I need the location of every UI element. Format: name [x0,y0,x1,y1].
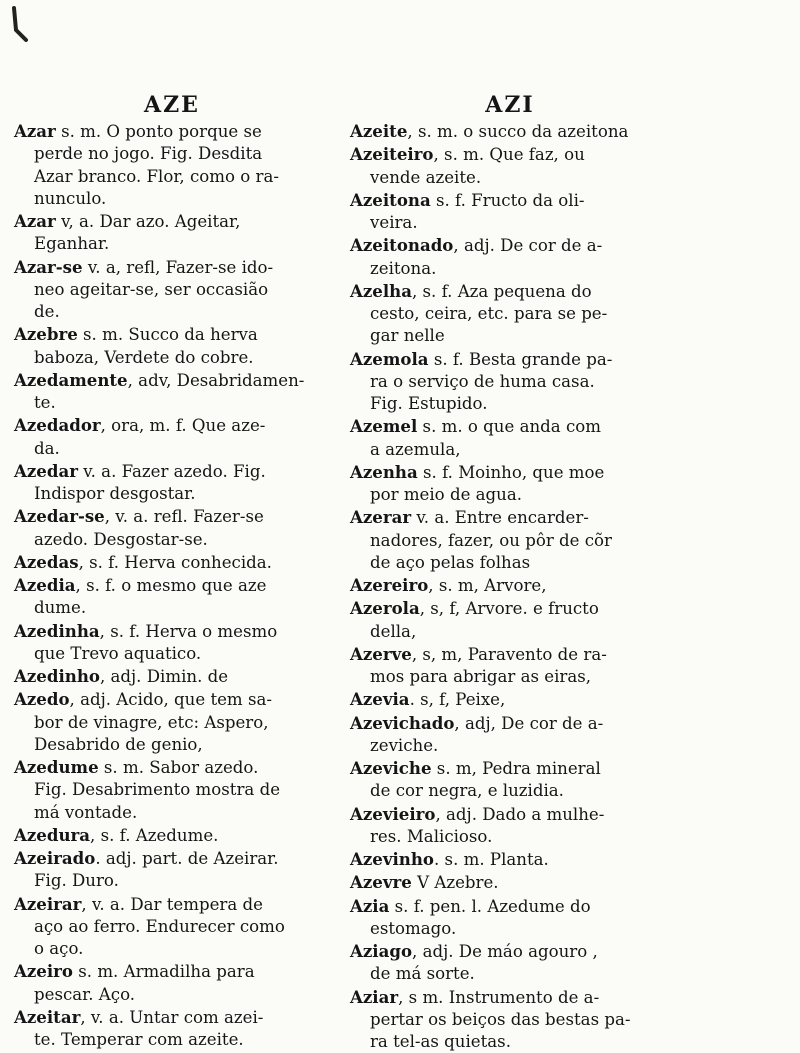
right-column [350,92,670,1053]
dictionary-entry [350,143,670,189]
entry-line: v. a. Entre encarder- [411,508,589,527]
entry-headword: Azedamente [14,370,128,390]
entry-line: , s. f. Azedume. [90,826,218,845]
left-entries [14,120,330,1051]
right-entries [350,120,670,1053]
entry-line: que Trevo aquatico. [34,644,201,663]
entry-headword: Azedar-se [14,506,105,526]
dictionary-entry [14,847,330,893]
entry-line: Fig. Estupido. [370,394,488,413]
entry-headword: Azeirado [14,848,95,868]
dictionary-entry [350,189,670,235]
entry-headword: Azedura [14,825,90,845]
dictionary-entry [14,574,330,620]
entry-line: v, a. Dar azo. Ageitar, [56,212,241,231]
entry-headword: Azerola [350,598,420,618]
corner-ink-mark [8,4,30,44]
dictionary-entry [350,120,670,143]
entry-headword: Azeitona [350,190,431,210]
entry-headword: Azevia [350,689,410,709]
dictionary-entry [14,256,330,324]
entry-line: s. f. pen. l. Azedume do [389,897,590,916]
dictionary-entry [350,848,670,871]
dictionary-entry [14,323,330,369]
dictionary-entry [14,665,330,688]
entry-line: s. f. Moinho, que moe [418,463,605,482]
left-column [14,92,330,1051]
entry-line: . s, f, Peixe, [410,690,506,709]
entry-line: neo ageitar-se, ser occasião [34,280,268,299]
entry-line: veira. [370,213,418,232]
entry-headword: Azevichado [350,713,454,733]
entry-line: , adj. Dimin. de [100,667,228,686]
dictionary-entry [350,895,670,941]
entry-headword: Azelha [350,281,412,301]
entry-headword: Azeite [350,121,407,141]
entry-line: , adj. De cor de a- [453,236,602,255]
entry-headword: Azerve [350,644,412,664]
dictionary-entry [14,824,330,847]
dictionary-entry [350,574,670,597]
entry-headword: Azeiteiro [350,144,434,164]
entry-headword: Azedume [14,757,99,777]
dictionary-entry [14,210,330,256]
entry-line: te. [34,393,56,412]
entry-headword: Aziar [350,987,398,1007]
entry-line: s. m, Pedra mineral [432,759,601,778]
entry-line: , s. m, Arvore, [428,576,546,595]
entry-line: vende azeite. [370,168,481,187]
entry-line: de. [34,302,60,321]
dictionary-entry [14,120,330,210]
entry-line: s. m. Succo da herva [78,325,258,344]
entry-line: bor de vinagre, etc: Aspero, [34,713,269,732]
entry-line: te. Temperar com azeite. [34,1030,244,1049]
dictionary-entry [14,460,330,506]
entry-line: . s. m. Planta. [434,850,549,869]
dictionary-entry [14,893,330,961]
entry-line: ra o serviço de huma casa. [370,372,595,391]
dictionary-entry [14,756,330,824]
dictionary-entry [350,688,670,711]
entry-line: aço ao ferro. Endurecer como [34,917,285,936]
entry-headword: Azedia [14,575,76,595]
entry-line: della, [370,622,416,641]
entry-headword: Azia [350,896,389,916]
entry-headword: Azebre [14,324,78,344]
dictionary-entry [14,688,330,756]
dictionary-entry [350,415,670,461]
entry-headword: Azar [14,121,56,141]
entry-headword: Aziago [350,941,412,961]
entry-line: de má sorte. [370,964,475,983]
entry-line: má vontade. [34,803,137,822]
entry-line: nadores, fazer, ou pôr de cõr [370,531,612,550]
entry-line: , adj. De máo agouro , [412,942,598,961]
dictionary-entry [350,712,670,758]
dictionary-entry [14,960,330,1006]
entry-headword: Azedador [14,415,101,435]
entry-line: Fig. Duro. [34,871,119,890]
entry-headword: Azeitonado [350,235,453,255]
entry-line: V Azebre. [412,873,499,892]
entry-headword: Azeirar [14,894,81,914]
entry-line: estomago. [370,919,456,938]
entry-headword: Azemel [350,416,417,436]
entry-line: , adj. Acido, que tem sa- [70,690,272,709]
entry-line: Desabrido de genio, [34,735,203,754]
entry-headword: Azerar [350,507,411,527]
entry-headword: Azevieiro [350,804,435,824]
entry-line: o aço. [34,939,83,958]
entry-line: dume. [34,598,86,617]
entry-line: res. Malicioso. [370,827,492,846]
entry-headword: Azedar [14,461,78,481]
entry-headword: Azedas [14,552,79,572]
entry-line: pescar. Aço. [34,985,135,1004]
entry-line: Indispor desgostar. [34,484,196,503]
entry-line: , ora, m. f. Que aze- [101,416,266,435]
entry-line: , s. f. Herva conhecida. [79,553,272,572]
entry-headword: Azevre [350,872,412,892]
entry-line: s. m. o que anda com [417,417,601,436]
entry-line: , adj. Dado a mulhe- [435,805,604,824]
entry-line: Fig. Desabrimento mostra de [34,780,280,799]
entry-line: , s, f, Arvore. e fructo [420,599,599,618]
dictionary-entry [14,551,330,574]
entry-line: azedo. Desgostar-se. [34,530,208,549]
dictionary-entry [350,757,670,803]
entry-line: gar nelle [370,326,445,345]
entry-line: de cor negra, e luzidia. [370,781,564,800]
entry-line: , s m. Instrumento de a- [398,988,599,1007]
entry-line: , v. a. Dar tempera de [81,895,263,914]
dictionary-entry [350,348,670,416]
entry-line: s. m. Sabor azedo. [99,758,259,777]
dictionary-entry [350,234,670,280]
entry-line: , adv, Desabridamen- [128,371,305,390]
entry-headword: Azar-se [14,257,83,277]
entry-line: , adj, De cor de a- [454,714,603,733]
entry-line: zeviche. [370,736,438,755]
entry-headword: Azereiro [350,575,428,595]
entry-line: pertar os beiços das bestas pa- [370,1010,631,1029]
dictionary-entry [350,506,670,574]
entry-line: baboza, Verdete do cobre. [34,348,254,367]
entry-headword: Azedinha [14,621,100,641]
entry-line: por meio de agua. [370,485,522,504]
dictionary-entry [350,280,670,348]
entry-line: da. [34,439,60,458]
entry-line: , v. a. refl. Fazer-se [105,507,264,526]
entry-line: s. f. Fructo da oli- [431,191,585,210]
entry-line: perde no jogo. Fig. Desdita [34,144,262,163]
dictionary-entry [14,505,330,551]
entry-line: s. f. Besta grande pa- [429,350,613,369]
entry-line: ra tel-as quietas. [370,1032,511,1051]
entry-line: , v. a. Untar com azei- [80,1008,263,1027]
entry-line: zeitona. [370,259,436,278]
entry-headword: Azevinho [350,849,434,869]
dictionary-entry [350,871,670,894]
entry-line: , s. f. o mesmo que aze [76,576,267,595]
dictionary-entry [350,461,670,507]
entry-headword: Azedo [14,689,70,709]
entry-headword: Azemola [350,349,429,369]
entry-line: , s. f. Aza pequena do [412,282,592,301]
entry-line: , s. f. Herva o mesmo [100,622,278,641]
entry-line: , s. m. o succo da azeitona [407,122,628,141]
entry-headword: Azar [14,211,56,231]
entry-line: a azemula, [370,440,461,459]
entry-headword: Azeviche [350,758,432,778]
entry-line: . adj. part. de Azeirar. [95,849,278,868]
entry-line: nunculo. [34,189,106,208]
column-header-right: AZI [350,92,670,118]
dictionary-entry [350,940,670,986]
entry-line: Eganhar. [34,234,109,253]
entry-line: v. a. Fazer azedo. Fig. [78,462,266,481]
entry-headword: Azenha [350,462,418,482]
dictionary-entry [350,643,670,689]
dictionary-entry [14,414,330,460]
entry-line: s. m. O ponto porque se [56,122,262,141]
entry-line: , s. m. Que faz, ou [434,145,585,164]
entry-line: s. m. Armadilha para [73,962,255,981]
entry-line: , s, m, Paravento de ra- [412,645,607,664]
dictionary-entry [14,1006,330,1052]
entry-line: cesto, ceira, etc. para se pe- [370,304,607,323]
entry-line: Azar branco. Flor, como o ra- [34,167,279,186]
entry-headword: Azedinho [14,666,100,686]
entry-line: v. a, refl, Fazer-se ido- [83,258,274,277]
entry-line: mos para abrigar as eiras, [370,667,591,686]
column-header-left: AZE [14,92,330,118]
dictionary-entry [14,369,330,415]
entry-headword: Azeitar [14,1007,80,1027]
dictionary-entry [350,597,670,643]
dictionary-entry [14,620,330,666]
entry-headword: Azeiro [14,961,73,981]
dictionary-entry [350,803,670,849]
entry-line: de aço pelas folhas [370,553,530,572]
